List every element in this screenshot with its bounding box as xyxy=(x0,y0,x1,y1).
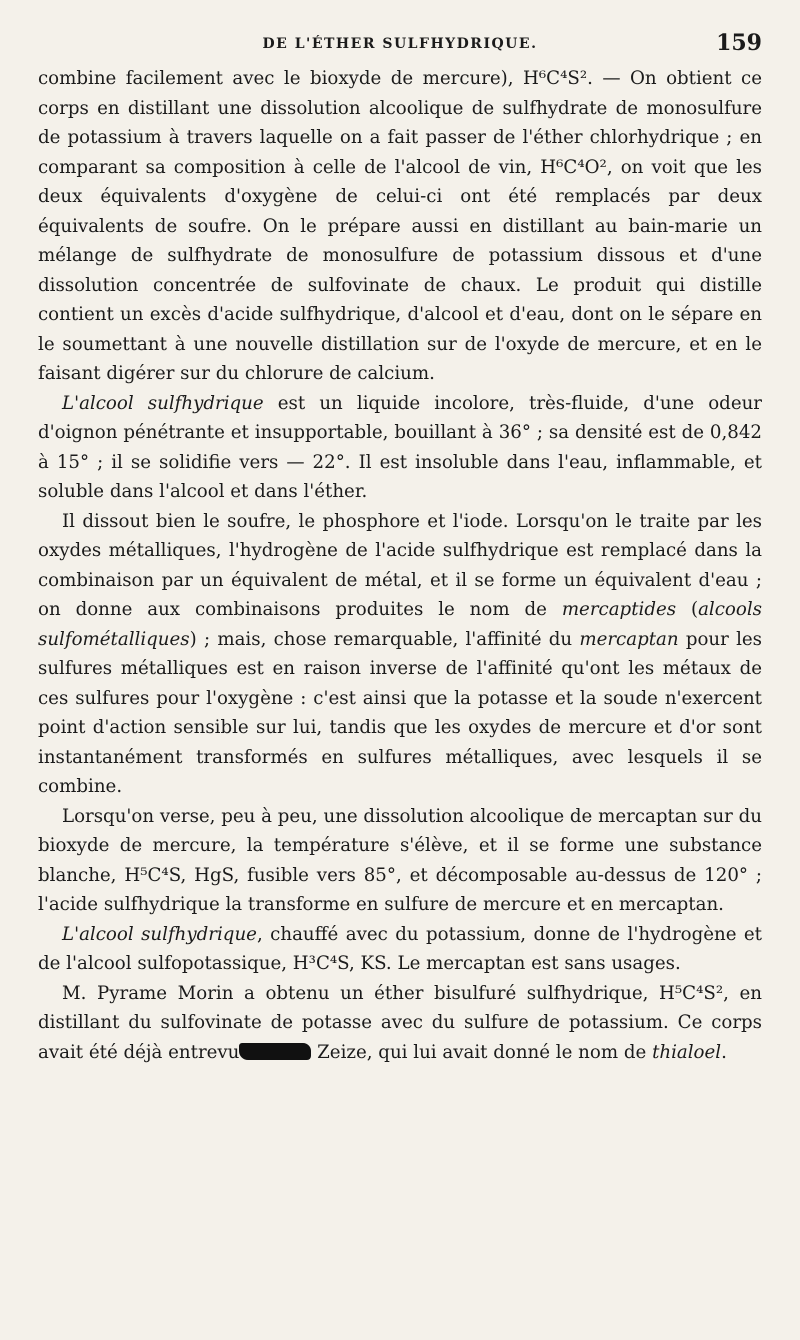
page-number: 159 xyxy=(716,30,762,56)
body-text xyxy=(38,64,762,1067)
paragraph-3-text: Il dissout bien le soufre, le phosphore et l'iode. Lorsqu'on le traite par les oxydes métalliques, l'hydrogène de l'acide sulfhydrique est remplacé dans la combinaison par un équivalent de métal, et il se forme un équivalent d'eau ; on donne aux combinaisons produites le nom de xyxy=(38,510,762,620)
running-title: DE L'ÉTHER SULFHYDRIQUE. xyxy=(262,36,538,52)
paragraph-6-text: M. Pyrame Morin a obtenu un éther bisulfuré sulfhydrique, H⁵C⁴S², en distillant du sulfovinate de potasse avec du sulfure de potassium. Ce corps avait été déjà entrevu xyxy=(38,982,762,1063)
paragraph-5-comma: , xyxy=(256,923,263,945)
ink-blot xyxy=(239,1043,311,1060)
paragraph-6 xyxy=(38,979,762,1068)
paragraph-5 xyxy=(38,920,762,979)
paragraph-3-after: ) ; mais, chose remarquable, l'affinité du xyxy=(189,628,580,650)
paragraph-6-end: . xyxy=(721,1041,727,1063)
page-header xyxy=(38,30,762,64)
term-alcool-sulfhydrique-2: L'alcool sulfhydrique xyxy=(62,923,257,945)
paragraph-2-text: est un liquide incolore, très-fluide, d'une odeur d'oignon pénétrante et insupportable, bouillant à 36° ; sa densité est de 0,842 à 15° ; il se solidifie vers — 22°. Il est insoluble dans l'eau, inflammable, et soluble dans l'alcool et dans l'éther. xyxy=(38,392,762,502)
paragraph-3 xyxy=(38,507,762,802)
paragraph-1 xyxy=(38,64,762,389)
term-thialoel: thialoel xyxy=(652,1041,722,1063)
page xyxy=(38,30,762,1067)
paragraph-6-after: Zeize, qui lui avait donné le nom de xyxy=(311,1041,653,1063)
paragraph-3-end: pour les sulfures métalliques est en raison inverse de l'affinité qu'ont les métaux de ces sulfures pour l'oxygène : c'est ainsi que la potasse et la soude n'exercent point d'action sensible sur lui, tandis que les oxydes de mercure et d'or sont instantanément transformés en sulfures métalliques, avec lesquels il se combine. xyxy=(38,628,762,797)
paragraph-4 xyxy=(38,802,762,920)
paragraph-2 xyxy=(38,389,762,507)
term-alcools-sulfometalliques: alcools sulfométalliques xyxy=(38,599,762,650)
paragraph-1-text: combine facilement avec le bioxyde de mercure), H⁶C⁴S². — On obtient ce corps en distillant une dissolution alcoolique de sulfhydrate de monosulfure de potassium à travers laquelle on a fait passer de l'éther chlorhydrique ; en comparant sa composition à celle de l'alcool de vin, H⁶C⁴O², on voit que les deux équivalents d'oxygène de celui-ci ont été remplacés par deux équivalents de soufre. On le prépare aussi en distillant au bain-marie un mélange de sulfhydrate de monosulfure de potassium dissous et d'une dissolution concentrée de sulfovinate de chaux. Le produit qui distille contient un excès d'acide sulfhydrique, d'alcool et d'eau, dont on le sépare en le soumettant à une nouvelle distillation sur de l'oxyde de mercure, et en le faisant digérer sur du chlorure de calcium. xyxy=(38,68,762,384)
paragraph-5-text: chauffé avec du potassium, donne de l'hydrogène et de l'alcool sulfopotassique, H³C⁴S, KS. Le mercaptan est sans usages. xyxy=(38,923,762,974)
paragraph-3-open: ( xyxy=(676,599,699,620)
term-mercaptides: mercaptides xyxy=(561,599,677,620)
term-mercaptan: mercaptan xyxy=(579,628,679,650)
paragraph-4-text: Lorsqu'on verse, peu à peu, une dissolution alcoolique de mercaptan sur du bioxyde de mercure, la température s'élève, et il se forme une substance blanche, H⁵C⁴S, HgS, fusible vers 85°, et décomposable au-dessus de 120° ; l'acide sulfhydrique la transforme en sulfure de mercure et en mercaptan. xyxy=(38,805,762,915)
term-alcool-sulfhydrique: L'alcool sulfhydrique xyxy=(62,392,264,414)
